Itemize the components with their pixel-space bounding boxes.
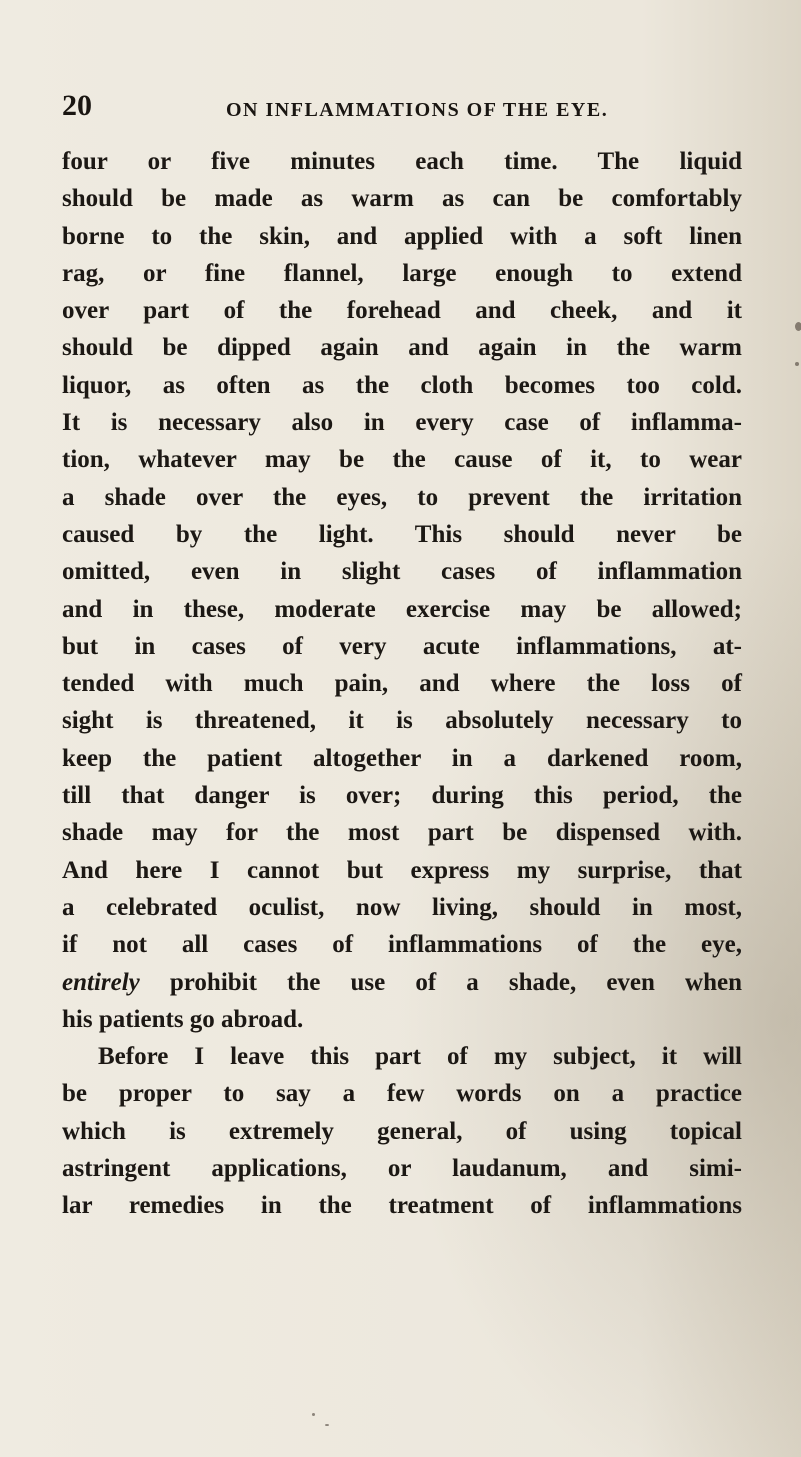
paper-speck xyxy=(795,362,799,366)
emphasized-word: entirely xyxy=(62,968,140,996)
text-line: liquor, as often as the cloth becomes too cold. xyxy=(62,371,742,399)
text-line: should be made as warm as can be comfortably xyxy=(62,185,742,213)
text-line: borne to the skin, and applied with a soft linen xyxy=(62,222,742,250)
text-line: astringent applications, or laudanum, and simi- xyxy=(62,1155,742,1183)
text-line: a celebrated oculist, now living, should in most, xyxy=(62,893,742,921)
text-fragment: prohibit the use of a shade, even when xyxy=(139,968,742,996)
text-line: omitted, even in slight cases of inflammation xyxy=(62,558,742,586)
text-line: should be dipped again and again in the warm xyxy=(62,334,742,362)
paper-speck xyxy=(795,322,801,331)
body-text xyxy=(62,143,742,1225)
text-line: caused by the light. This should never be xyxy=(62,520,742,548)
text-line: And here I cannot but express my surprise, that xyxy=(62,856,742,884)
running-head: ON INFLAMMATIONS OF THE EYE. xyxy=(226,99,609,121)
paper-speck xyxy=(312,1413,315,1416)
text-line: a shade over the eyes, to prevent the irritation xyxy=(62,483,742,511)
text-line: over part of the forehead and cheek, and it xyxy=(62,297,742,325)
text-line: which is extremely general, of using topical xyxy=(62,1117,742,1145)
text-line: till that danger is over; during this period, the xyxy=(62,782,742,810)
text-line: sight is threatened, it is absolutely necessary to xyxy=(62,707,742,735)
text-line: four or five minutes each time. The liquid xyxy=(62,148,742,175)
text-line: keep the patient altogether in a darkened room, xyxy=(62,744,742,772)
text-line: be proper to say a few words on a practice xyxy=(62,1080,742,1108)
text-line: rag, or fine flannel, large enough to extend xyxy=(62,259,742,287)
paragraph-start-line: Before I leave this part of my subject, it will xyxy=(98,1043,742,1071)
page-number: 20 xyxy=(62,89,92,122)
text-line: and in these, moderate exercise may be allowed; xyxy=(62,595,742,623)
text-line: It is necessary also in every case of inflamma- xyxy=(62,409,742,437)
text-line-emphasis xyxy=(62,964,742,1001)
text-line: shade may for the most part be dispensed with. xyxy=(62,819,742,847)
page-header xyxy=(62,88,762,128)
text-line: tended with much pain, and where the loss of xyxy=(62,670,742,698)
text-line: but in cases of very acute inflammations, at- xyxy=(62,632,742,660)
paper-speck xyxy=(325,1424,329,1426)
text-line: lar remedies in the treatment of inflammations xyxy=(62,1192,742,1220)
text-line: if not all cases of inflammations of the eye, xyxy=(62,931,742,959)
text-line: tion, whatever may be the cause of it, to wear xyxy=(62,446,742,474)
text-line: his patients go abroad. xyxy=(62,1005,304,1033)
